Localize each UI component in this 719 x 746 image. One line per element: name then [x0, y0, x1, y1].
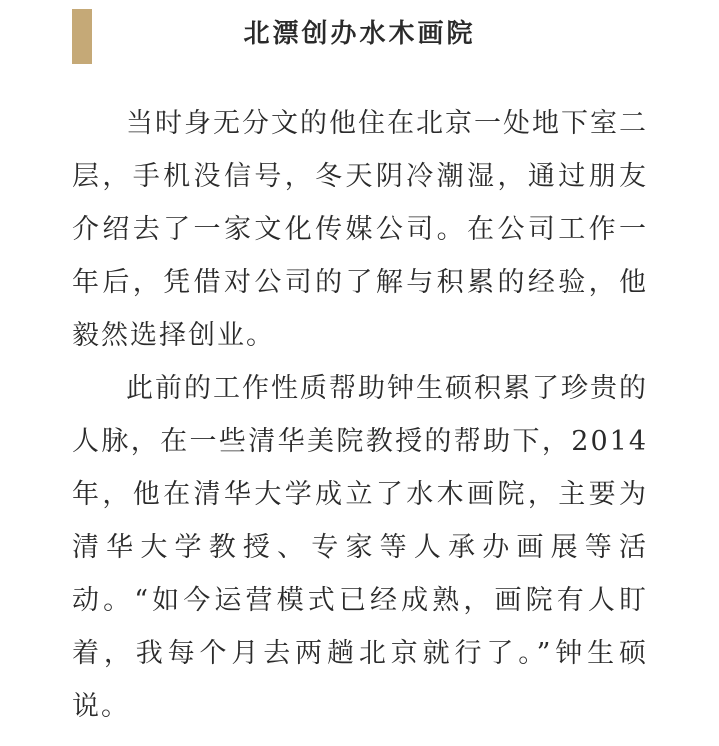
paragraph-1: 当时身无分文的他住在北京一处地下室二层，手机没信号，冬天阴冷潮湿，通过朋友介绍去了一家文化传媒公司。在公司工作一年后，凭借对公司的了解与积累的经验，他毅然选择创业。	[72, 108, 648, 351]
article-title: 北漂创办水木画院	[243, 19, 476, 49]
paragraph-2: 此前的工作性质帮助钟生硕积累了珍贵的人脉，在一些清华美院教授的帮助下，2014年，他在清华大学成立了水木画院，主要为清华大学教授、专家等人承办画展等活动。“如今运营模式已经成熟，画院有人盯着，我每个月去两趟北京就行了。”钟生硕说。	[72, 373, 648, 722]
article-body	[72, 97, 648, 733]
